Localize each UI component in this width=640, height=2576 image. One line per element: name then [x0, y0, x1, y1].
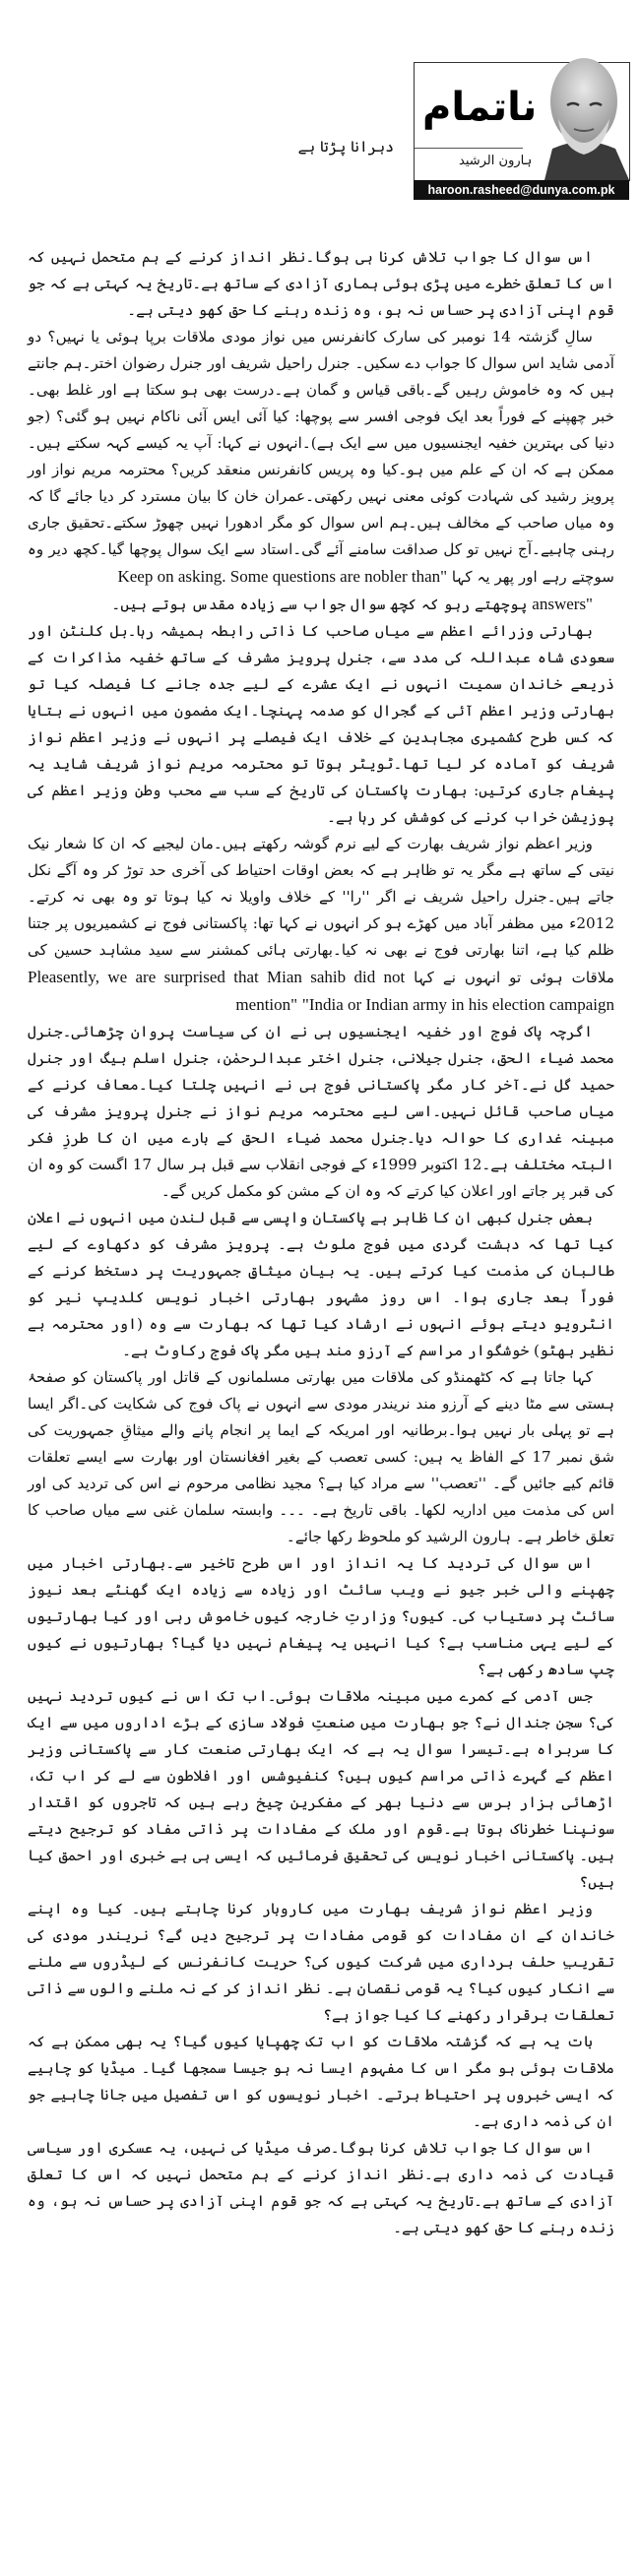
- author-email: haroon.rasheed@dunya.com.pk: [414, 180, 629, 200]
- article-paragraph: اس سوال کا جواب تلاش کرنا ہوگا۔صرف میڈیا کی نہیں، یہ عسکری اور سیاسی قیادت کی ذمہ داری ہے۔نظر انداز کرنے کے ہم متحمل نہیں کہ اس کا تعلق آزادی کے ساتھ ہے۔تاریخ یہ کہتی ہے کہ جو قوم اپنی آزادی پر حساس نہ ہو، وہ زندہ رہنے کا حق کھو دیتی ہے۔: [28, 2139, 614, 2236]
- article-paragraph-text: پوچھتے رہو کہ کچھ سوال جواب سے زیادہ مقدس ہوتے ہیں۔: [111, 596, 528, 613]
- article-paragraph: اگرچہ پاک فوج اور خفیہ ایجنسیوں ہی نے ان کی سیاست پروان چڑھائی۔جنرل محمد ضیاء الحق، جنرل جیلانی، جنرل اختر عبدالرحمٰن، جنرل اسلم بیگ اور جنرل حمید گل نے۔آخر کار مگر پاکستانی فوج ہی نے انہیں چلتا کیا۔معاف کرنے کے میاں صاحب قائل نہیں۔اسی لیے محترمہ مریم نواز نے جنرل پرویز مشرف کی مبینہ غداری کا حوالہ دیا۔جنرل محمد ضیاء الحق کے بارے میں ان کا طرزِ فکر البتہ مختلف ہے۔12 اکتوبر 1999ء کے فوجی انقلاب سے قبل ہر سال 17 اگست کو وہ ان کی قبر پر جاتے اور اعلان کیا کرتے کہ وہ ان کے مشن کو مکمل کریں گے۔: [28, 1023, 615, 1200]
- masthead-divider: [415, 148, 523, 149]
- article-paragraph: [28, 831, 614, 1019]
- english-quote: Pleasently, we are surprised that Mian sahib did not mention": [28, 968, 406, 1014]
- article-paragraph: کہا جاتا ہے کہ کٹھمنڈو کی ملاقات میں بھارتی مسلمانوں کے قاتل اور پاکستان کو صفحۂ ہستی سے مٹا دینے کے آرزو مند نریندر مودی سے انہوں نے پاک فوج کی شکایت کی۔اگر ایسا ہے تو پہلی بار نہیں ہوا۔برطانیہ اور امریکہ کے ایما پر انجام پانے والے میثاقِ جمہوریت کی شق نمبر 17 کے الفاظ یہ ہیں: کسی تعصب کے بغیر افغانستان اور بھارت سے ایسے تعلقات قائم کیے جائیں گے۔ ''تعصب'' سے مراد کیا ہے؟ مجید نظامی مرحوم نے اس کی تردید کی اور اس کی مذمت میں اداریہ لکھا۔ باقی تاریخ ہے۔ ۔۔۔ وابستہ سلمان غنی سے میاں صاحب کا تعلق خاطر ہے۔ ہارون الرشید کو ملحوظ رکھا جائے۔: [28, 1368, 614, 1545]
- article-paragraph: جس آدمی کے کمرے میں مبینہ ملاقات ہوئی۔اب تک اس نے کیوں تردید نہیں کی؟ سجن جندال نے؟ جو بھارت میں صنعتِ فولاد سازی کے بڑے اداروں میں سے ایک کا سربراہ ہے۔تیسرا سوال یہ ہے کہ ایک بھارتی صنعت کار سے پاکستانی وزیر اعظم کے گہرے ذاتی مراسم کیوں ہیں؟ کنفیوشس اور افلاطون سے لے کر اب تک، اڑھائی ہزار برس سے دنیا بھر کے مفکرین چیخ رہے ہیں کہ تاجروں کو اقتدار سونپنا خطرناک ہوتا ہے۔قوم اور ملک کے مفادات پر ذاتی مفاد کو ترجیح دیتے ہیں۔ پاکستانی اخبار نویس کی تحقیق فرمائیں کہ ایسی ہی بے خبری اور احمق کیا ہیں؟: [28, 1687, 614, 1891]
- english-quote: "India or Indian army in his election campaign: [301, 995, 614, 1014]
- article-paragraph: بھارتی وزرائے اعظم سے میاں صاحب کا ذاتی رابطہ ہمیشہ رہا۔بل کلنٹن اور سعودی شاہ عبداللہ کی مدد سے، جنرل پرویز مشرف کے ساتھ خفیہ مذاکرات کے ذریعے خاندان سمیت انہوں نے ایک عشرے کے لیے جدہ جانے کا فیصلہ کیا تو بھارتی وزیر اعظم آئی کے گجرال کو صدمہ پہنچا۔ایک مضمون میں انہوں نے بتایا کہ کس طرح کشمیری مجاہدین کے خلاف ایک فیصلے پر انہوں نے وزیر اعظم نواز شریف کو آمادہ کر لیا تھا۔ٹویٹر ہوتا تو محترمہ مریم نواز شریف شاید یہ پیغام جاری کرتیں: بھارت پاکستان کی تاریخ کے سب سے محب وطن وزیر اعظم کی پوزیشن خراب کرنے کی کوشش کر رہا ہے۔: [28, 622, 614, 826]
- english-quote: answers": [532, 595, 593, 613]
- article-paragraph: [28, 591, 614, 618]
- article-headline: دہرانا پڑتا ہے: [297, 138, 394, 156]
- author-portrait: [535, 50, 633, 180]
- article-paragraph: بات یہ ہے کہ گزشتہ ملاقات کو اب تک چھپایا کیوں گیا؟ یہ بھی ممکن ہے کہ ملاقات ہوئی ہو مگر اس کا مفہوم ایسا نہ ہو جیسا سمجھا گیا۔ میڈیا کو چاہیے کہ ایسی خبروں پر احتیاط برتے۔ اخبار نویسوں کو اس تفصیل میں جانا چاہیے جو ان کی ذمہ داری ہے۔: [28, 2033, 614, 2130]
- english-quote: Keep on asking. Some questions are nobler than": [117, 567, 448, 586]
- article-paragraph-text: وزیر اعظم نواز شریف بھارت کے لیے نرم گوشہ رکھتے ہیں۔مان لیجیے کہ ان کا شعار نیک نیتی کے ساتھ ہے مگر یہ تو ظاہر ہے کہ بعض اوقات احتیاط کی آخری حد توڑ کر وہ آگے نکل جاتے ہیں۔جنرل راحیل شریف نے اگر ''را'' کے خلاف واویلا نہ کیا ہوتا تو وہ بھی نہ کرتے۔2012ء میں مظفر آباد میں کھڑے ہو کر انہوں نے کہا تھا: پاکستانی فوج نے کشمیریوں پر جتنا ظلم کیا ہے، اتنا بھارتی فوج نے بھی نہ کیا۔بھارتی ہائی کمشنر سے سید مشاہد حسین کی ملاقات ہوئی تو انہوں نے کہا: [28, 835, 614, 986]
- article-paragraph: بعض جنرل کبھی ان کا ظاہر ہے پاکستان واپسی سے قبل لندن میں انہوں نے اعلان کیا تھا کہ دہشت گردی میں فوج ملوث ہے۔ پرویز مشرف کو دکھاوے کے لیے طالبان کی مذمت کیا کرتے ہیں۔ یہ بیان میثاقِ جمہوریت پر دستخط کرنے کے فوراً بعد جاری ہوا۔ اس روز مشہور بھارتی اخبار نویس کلدیپ نیر کو انٹرویو دیتے ہوئے انہوں نے ارشاد کیا تھا کہ بھارت سے وہ (اور محترمہ بے نظیر بھٹو) خوشگوار مراسم کے آرزو مند ہیں مگر پاک فوج رکاوٹ ہے۔: [28, 1209, 614, 1359]
- author-name: ہارون الرشید: [459, 154, 533, 168]
- article-paragraph: وزیر اعظم نواز شریف بھارت میں کاروبار کرنا چاہتے ہیں۔ کیا وہ اپنے خاندان کے ان مفادات کو قومی مفادات پر ترجیح دیں گے؟ نریندر مودی کی تقریبِ حلف برداری میں شرکت کیوں کی؟ حریت کانفرنس کے لیڈروں سے ملنے سے انکار کیوں کیا؟ یہ قومی نقصان ہے۔ نظر انداز کر کے نہ ملنے والوں سے ذاتی تعلقات برقرار رکھنے کا کیا جواز ہے؟: [28, 1900, 614, 2024]
- article-paragraph: [28, 324, 614, 591]
- column-title: ناتمام: [422, 85, 538, 130]
- column-masthead: [414, 54, 635, 182]
- article-body: [28, 244, 614, 2241]
- article-paragraph-text: سالِ گزشتہ 14 نومبر کی سارک کانفرنس میں نواز مودی ملاقات برپا ہوئی یا نہیں؟ دو آدمی شاید اس سوال کا جواب دے سکیں۔ جنرل راحیل شریف اور جنرل رضوان اختر۔ہم جانتے ہیں کہ وہ خاموش رہیں گے۔باقی قیاس و گمان ہے۔درست بھی ہو سکتا ہے اور غلط بھی۔خبر چھپنے کے فوراً بعد ایک فوجی افسر سے پوچھا: کیا آئی ایس آئی ناکام نہیں ہو گئی؟ (جو دنیا کی بہترین خفیہ ایجنسیوں میں سے ایک ہے)۔انہوں نے کہا: آپ یہ کیسے کہہ سکتے ہیں۔ممکن ہے کہ ان کے علم میں ہو۔کیا وہ پریس کانفرنس منعقد کریں؟ محترمہ مریم نواز اور پرویز رشید کی شہادت کوئی معنی نہیں رکھتی۔عمران خان کا بیان مسترد کر دیا جائے گا کہ وہ میاں صاحب کے مخالف ہیں۔ہم اس سوال کو مگر ادھورا نہیں چھوڑ سکتے۔تحقیق جاری رہنی چاہیے۔آج نہیں تو کل صداقت سامنے آئے گی۔استاد سے ایک سوال پوچھا گیا۔کچھ دیر وہ سوچتے رہے اور پھر یہ کہا: [28, 328, 614, 586]
- article-paragraph: اس سوال کی تردید کا یہ انداز اور اس طرح تاخیر سے۔بھارتی اخبار میں چھپنے والی خبر جیو نے ویب سائٹ اور زیادہ سے زیادہ ایک گھنٹے بعد نیوز سائٹ پر دستیاب کی۔ کیوں؟ وزارتِ خارجہ کیوں خاموش رہی اور کیا بھارتیوں کے لیے یہی مناسب ہے؟ کیا انہیں یہ پیغام نہیں دیا گیا؟ بھارتیوں نے کیوں چپ سادھ رکھی ہے؟: [28, 1554, 614, 1678]
- article-paragraph: اس سوال کا جواب تلاش کرنا ہی ہوگا۔نظر انداز کرنے کے ہم متحمل نہیں کہ اس کا تعلق خطرے میں پڑی ہوئی ہماری آزادی کے ساتھ ہے۔تاریخ یہ کہتی ہے کہ جو قوم اپنی آزادی پر حساس نہ ہو، وہ زندہ رہنے کا حق کھو دیتی ہے۔: [28, 248, 614, 319]
